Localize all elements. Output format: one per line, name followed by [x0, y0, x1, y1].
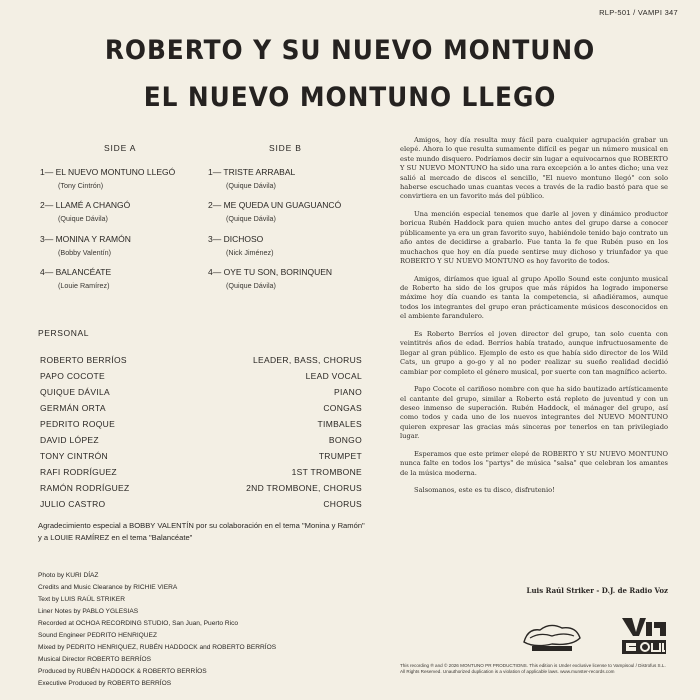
side-a-heading: SIDE A: [104, 143, 137, 153]
member-name: QUIQUE DÁVILA: [40, 387, 111, 397]
member-role: LEADER, BASS, CHORUS: [253, 355, 362, 365]
member-name: PEDRITO ROQUE: [40, 419, 116, 429]
credit-line: Executive Produced by ROBERTO BERRÍOS: [38, 680, 172, 687]
track-a1-title: 1— EL NUEVO MONTUNO LLEGÓ: [40, 167, 176, 177]
notes-signature: Luis Raúl Striker - D.J. de Radio Voz: [526, 586, 668, 595]
track-b4-author: (Quique Dávila): [226, 281, 276, 290]
vampi-soul-logo: [618, 614, 670, 658]
credit-line: Mixed by PEDRITO HENRIQUEZ, RUBÉN HADDOCK and ROBERTO BERRÍOS: [38, 644, 277, 651]
member-role: LEAD VOCAL: [305, 371, 362, 381]
track-a2-author: (Quique Dávila): [58, 214, 108, 223]
credit-line: Photo by KURI DÍAZ: [38, 572, 99, 579]
member-name: GERMÁN ORTA: [40, 403, 106, 413]
notes-paragraph: Una mención especial tenemos que darle al joven y dinámico productor boricua Rubén Haddock para quien mucho antes del grupo darse a conocer públicamente ya era un gran favorito suyo, habiéndole tenido bajo contrato un año antes de decidirse a grabarlo. Fue tanta la fe que Rubén puso en los muchachos que hoy en día puede sentirse muy dichoso y triunfador ya que ROBERTO Y SU NUEVO MONTUNO es hoy favorito de todos.: [400, 210, 668, 266]
notes-paragraph: Papo Cocote el cariñoso nombre con que ha sido bautizado artísticamente el cantante del grupo, similar a Roberto está repleto de juventud y con un deseo inmenso de superación. Rubén Haddock, el mánager del grupo, así como todos y cada uno de los nuevos integrantes del NUEVO MONTUNO quieren expresar las gracias más sinceras por tenerlos en tan privilegiado lugar.: [400, 385, 668, 441]
track-b1-author: (Quique Dávila): [226, 181, 276, 190]
track-b1-title: 1— TRISTE ARRABAL: [208, 167, 296, 177]
member-role: TIMBALES: [317, 419, 362, 429]
member-role: 2ND TROMBONE, CHORUS: [246, 483, 362, 493]
side-b-heading: SIDE B: [269, 143, 302, 153]
credit-line: Liner Notes by PABLO YGLESIAS: [38, 608, 139, 615]
member-role: CONGAS: [323, 403, 362, 413]
credit-line: Credits and Music Clearance by RICHIE VIERA: [38, 584, 178, 591]
track-a2-title: 2— LLAMÉ A CHANGÓ: [40, 200, 131, 210]
legal-notice: This recording ℗ and © 2026 MONTUNO PR PRODUCTIONS. This edition is Under exclusive license to Vampisoul / Distrofus S.L. All Rights Reserved. Unauthorized duplication is a violation of applicable laws. www.munster-records.com: [400, 663, 666, 675]
credit-line: Musical Director ROBERTO BERRÍOS: [38, 656, 151, 663]
member-name: PAPO COCOTE: [40, 371, 106, 381]
member-name: RAFI RODRÍGUEZ: [40, 467, 117, 477]
track-b2-author: (Quique Dávila): [226, 214, 276, 223]
acknowledgement: Agradecimiento especial a BOBBY VALENTÍN por su colaboración en el tema "Monina y Ramón" y a LOUIE RAMÍREZ en el tema "Balancéate": [38, 521, 365, 542]
liner-notes: [400, 136, 668, 504]
member-role: TRUMPET: [318, 451, 362, 461]
credit-line: Text by LUIS RAÚL STRIKER: [38, 596, 125, 603]
track-b3-author: (Nick Jiménez): [226, 248, 274, 257]
member-name: TONY CINTRÓN: [40, 451, 108, 461]
track-a4-title: 4— BALANCÉATE: [40, 267, 112, 277]
track-a3-title: 3— MONINA Y RAMÓN: [40, 234, 131, 244]
notes-paragraph: Amigos, hoy día resulta muy fácil para cualquier agrupación grabar un elepé. Ahora lo que resulta sumamente difícil es pegar un número musical en este mundo disquero. Podríamos decir sin lugar a equivocarnos que ROBERTO Y SU NUEVO MONTUNO ha sido una rara excepción a lo antes dicho; una vez salió al mercado de discos el sencillo, "El nuevo montuno llegó" con solo haberse escuchado unas cuantas veces a través de la radio bastó para que se convirtiera en un favorito más del público.: [400, 136, 668, 201]
notes-paragraph: Salsomanos, este es tu disco, disfrutenio!: [414, 486, 555, 495]
personal-heading: PERSONAL: [38, 328, 90, 338]
track-a1-author: (Tony Cintrón): [58, 181, 104, 190]
atabaque-logo: [520, 618, 584, 654]
album-title-line-2: EL NUEVO MONTUNO LLEGO: [143, 82, 557, 113]
notes-paragraph: Esperamos que este primer elepé de ROBERTO Y SU NUEVO MONTUNO nunca falte en todos los "partys" de música "salsa" que celebran los amantes de la música moderna.: [400, 449, 668, 477]
track-b3-title: 3— DICHOSO: [208, 234, 264, 244]
member-role: PIANO: [334, 387, 362, 397]
notes-paragraph: Amigos, diríamos que igual al grupo Apollo Sound este conjunto musical de Roberto ha sido de los grupos que más rápidos ha logrado imponerse máxime hoy día cuando es tanta la competencia, si añadiéramos, aunque todos los integrantes del grupo eran prácticamente músicos desconocidos en el ambiente farandulero.: [400, 274, 668, 321]
member-role: BONGO: [328, 435, 362, 445]
album-title-line-1: ROBERTO Y SU NUEVO MONTUNO: [104, 35, 596, 66]
track-a4-author: (Louie Ramírez): [58, 281, 110, 290]
catalog-number: RLP-501 / VAMPI 347: [599, 8, 678, 17]
member-name: ROBERTO BERRÍOS: [40, 355, 127, 365]
member-name: DAVID LÓPEZ: [40, 435, 99, 445]
track-b2-title: 2— ME QUEDA UN GUAGUANCÓ: [208, 200, 342, 210]
track-b4-title: 4— OYE TU SON, BORINQUEN: [208, 267, 333, 277]
member-name: JULIO CASTRO: [40, 499, 106, 509]
member-role: 1ST TROMBONE: [291, 467, 362, 477]
credit-line: Produced by RUBÉN HADDOCK & ROBERTO BERRÍOS: [38, 668, 207, 675]
credit-line: Recorded at OCHOA RECORDING STUDIO, San Juan, Puerto Rico: [38, 620, 239, 627]
member-role: CHORUS: [323, 499, 362, 509]
credit-line: Sound Engineer PEDRITO HENRIQUEZ: [38, 632, 157, 639]
member-name: RAMÓN RODRÍGUEZ: [40, 483, 130, 493]
track-a3-author: (Bobby Valentín): [58, 248, 112, 257]
notes-paragraph: Es Roberto Berríos el joven director del grupo, tan solo cuenta con veintitrés años de edad. Berríos había tratado, aunque infructuosamente de llegar al gran público. Ejemplo de esto es que había sido director de los Wild Cats, un grupo a go-go y al no poder realizar su sueño realidad decidió cambiar por completo el género musical, por suerte con tan magnífico acierto.: [400, 329, 668, 376]
